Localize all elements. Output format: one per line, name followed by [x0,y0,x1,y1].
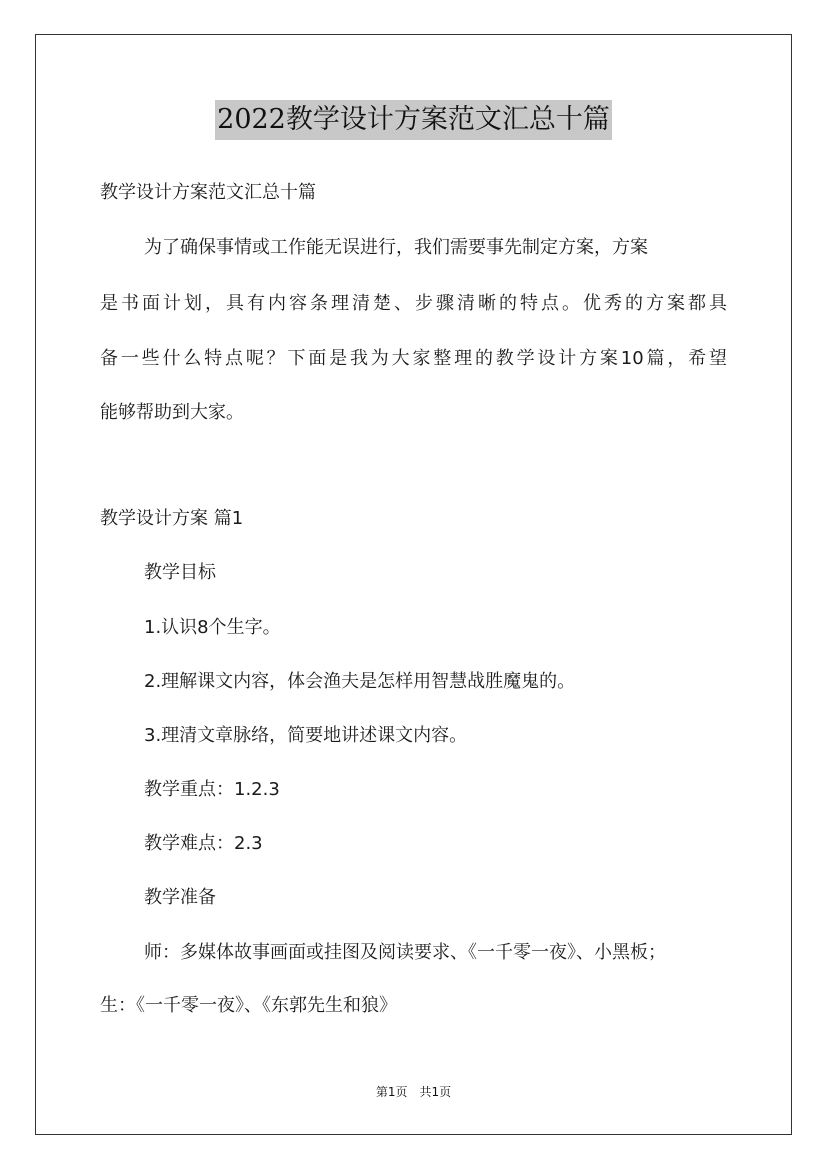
intro-line-2: 是书面计划，具有内容条理清楚、步骤清晰的特点。优秀的方案都具 [100,293,727,314]
prep-line-teacher: 师：多媒体故事画面或挂图及阅读要求、《一千零一夜》、小黑板； [144,942,666,963]
title-container [0,100,827,140]
intro-line-3: 备一些什么特点呢？下面是我为大家整理的教学设计方案10篇，希望 [100,348,727,369]
goal-item-2: 2.理解课文内容，体会渔夫是怎样用智慧战胜魔鬼的。 [144,671,576,692]
intro-line-4: 能够帮助到大家。 [100,402,244,423]
goal-item-3: 3.理清文章脉络，简要地讲述课文内容。 [144,725,468,746]
difficult-points: 教学难点：2.3 [144,833,263,854]
key-points: 教学重点：1.2.3 [144,779,280,800]
document-subtitle: 教学设计方案范文汇总十篇 [100,182,316,203]
document-title: 2022教学设计方案范文汇总十篇 [215,100,612,140]
page-footer: 第1页 共1页 [375,1085,452,1099]
section-heading: 教学设计方案 篇1 [100,508,244,529]
goal-item-1: 1.认识8个生字。 [144,617,281,638]
goals-heading: 教学目标 [144,562,216,583]
intro-line-1: 为了确保事情或工作能无误进行，我们需要事先制定方案，方案 [144,237,648,258]
prep-heading: 教学准备 [144,887,216,908]
prep-line-student: 生：《一千零一夜》、《东郭先生和狼》 [100,995,397,1016]
